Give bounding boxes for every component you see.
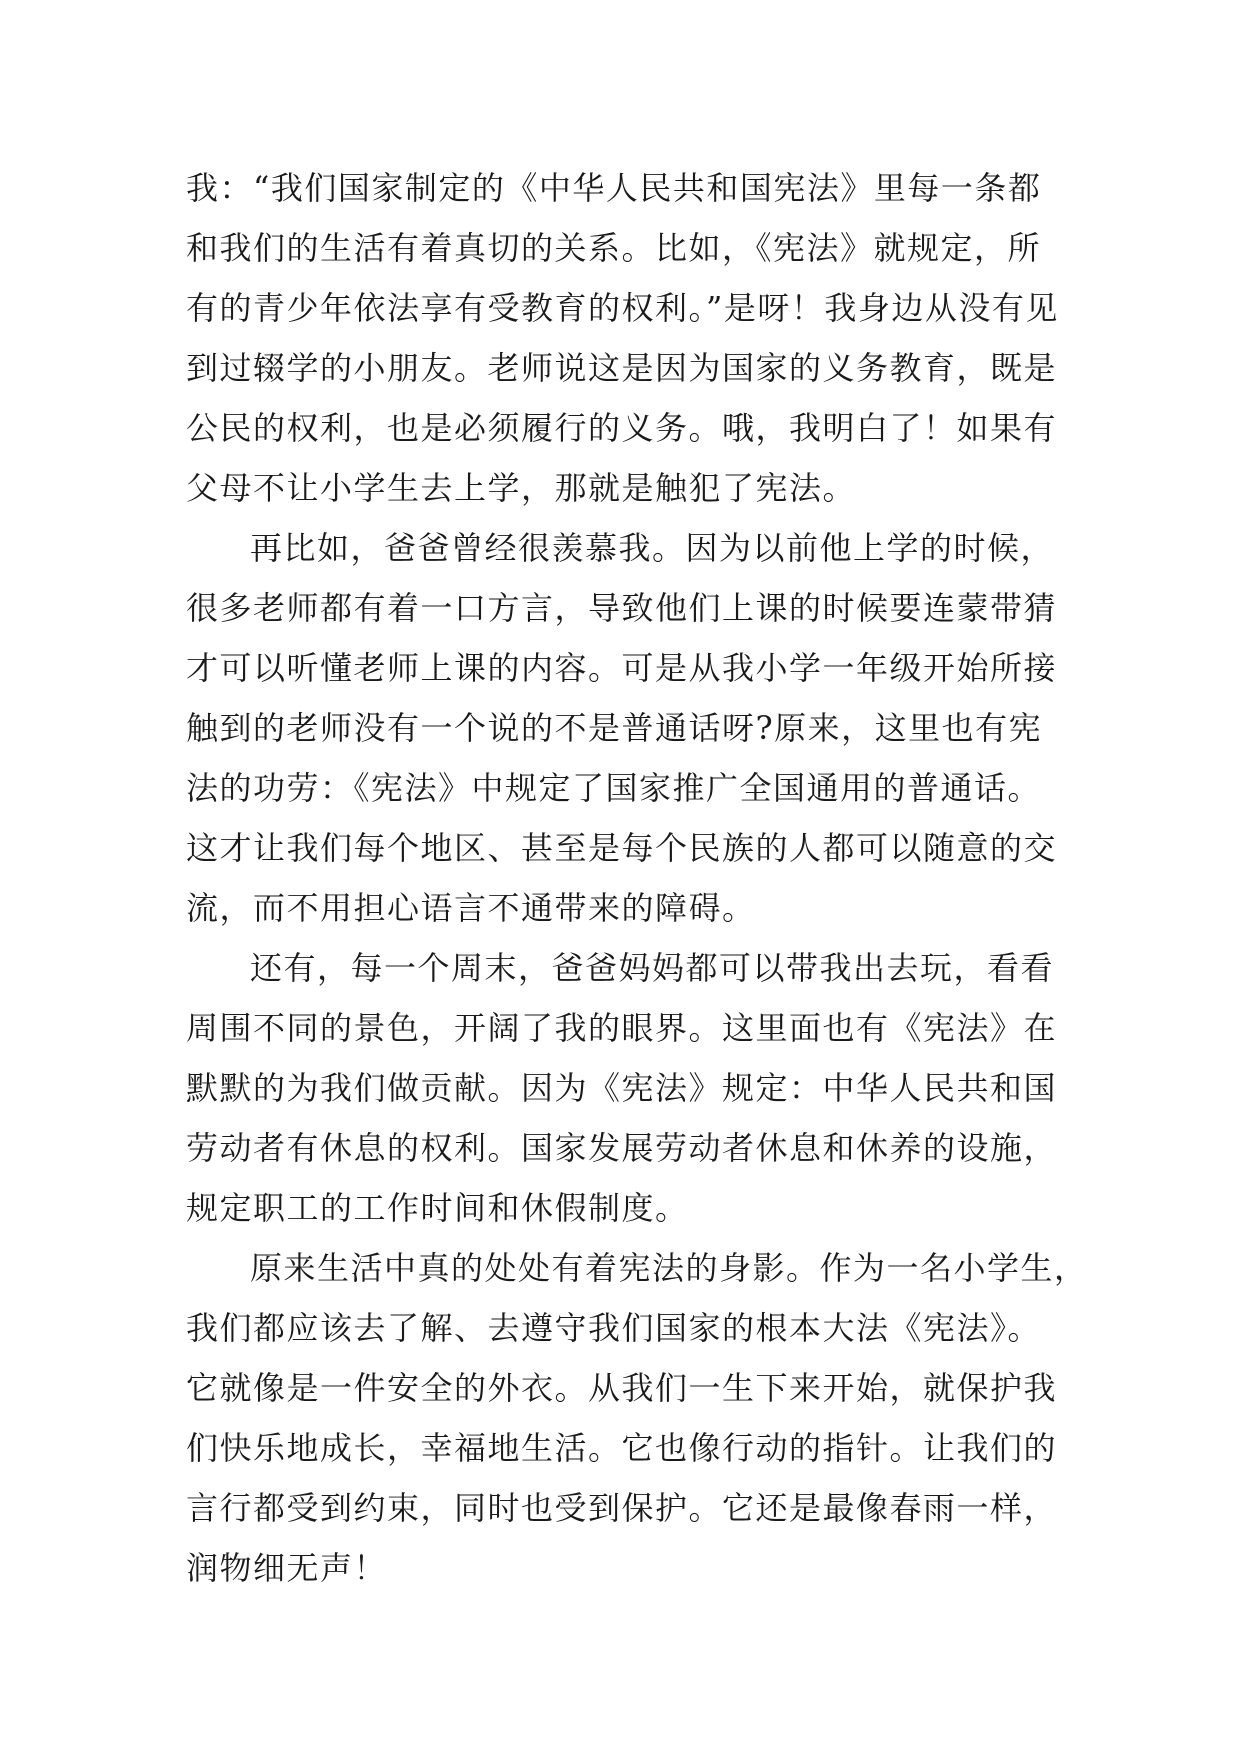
text-line: 才可以听懂老师上课的内容。可是从我小学一年级开始所接 xyxy=(186,649,1058,687)
text-line: 我：“我们国家制定的《中华人民共和国宪法》里每一条都 xyxy=(186,169,1042,207)
paragraph-1 xyxy=(186,158,1066,518)
text-line: 再比如，爸爸曾经很羡慕我。因为以前他上学的时候， xyxy=(250,529,1055,567)
text-line: 流，而不用担心语言不通带来的障碍。 xyxy=(186,889,756,927)
text-line: 规定职工的工作时间和休假制度。 xyxy=(186,1189,689,1227)
text-line: 还有，每一个周末，爸爸妈妈都可以带我出去玩，看看 xyxy=(250,949,1055,987)
text-line: 到过辍学的小朋友。老师说这是因为国家的义务教育，既是 xyxy=(186,349,1058,387)
text-line: 和我们的生活有着真切的关系。比如，《宪法》就规定，所 xyxy=(186,229,1042,267)
text-line: 法的功劳：《宪法》中规定了国家推广全国通用的普通话。 xyxy=(186,769,1042,807)
text-line: 原来生活中真的处处有着宪法的身影。作为一名小学生， xyxy=(250,1249,1088,1287)
text-line: 公民的权利，也是必须履行的义务。哦，我明白了！如果有 xyxy=(186,409,1058,447)
text-line: 这才让我们每个地区、甚至是每个民族的人都可以随意的交 xyxy=(186,829,1058,867)
text-line: 默默的为我们做贡献。因为《宪法》规定：中华人民共和国 xyxy=(186,1069,1058,1107)
text-line: 它就像是一件安全的外衣。从我们一生下来开始，就保护我 xyxy=(186,1369,1058,1407)
text-line: 我们都应该去了解、去遵守我们国家的根本大法《宪法》。 xyxy=(186,1309,1042,1347)
paragraph-3 xyxy=(186,938,1066,1238)
text-line: 周围不同的景色，开阔了我的眼界。这里面也有《宪法》在 xyxy=(186,1009,1058,1047)
text-line: 劳动者有休息的权利。国家发展劳动者休息和休养的设施， xyxy=(186,1129,1058,1167)
text-line: 润物细无声！ xyxy=(186,1549,388,1587)
text-line: 们快乐地成长，幸福地生活。它也像行动的指针。让我们的 xyxy=(186,1429,1058,1467)
text-line: 有的青少年依法享有受教育的权利。”是呀！我身边从没有见 xyxy=(186,289,1059,327)
paragraph-4 xyxy=(186,1238,1088,1598)
text-line: 言行都受到约束，同时也受到保护。它还是最像春雨一样， xyxy=(186,1489,1058,1527)
paragraph-2 xyxy=(186,518,1066,938)
document-body xyxy=(186,158,1088,1598)
text-line: 触到的老师没有一个说的不是普通话呀?原来，这里也有宪 xyxy=(186,709,1043,747)
text-line: 父母不让小学生去上学，那就是触犯了宪法。 xyxy=(186,469,857,507)
text-line: 很多老师都有着一口方言，导致他们上课的时候要连蒙带猜 xyxy=(186,589,1058,627)
